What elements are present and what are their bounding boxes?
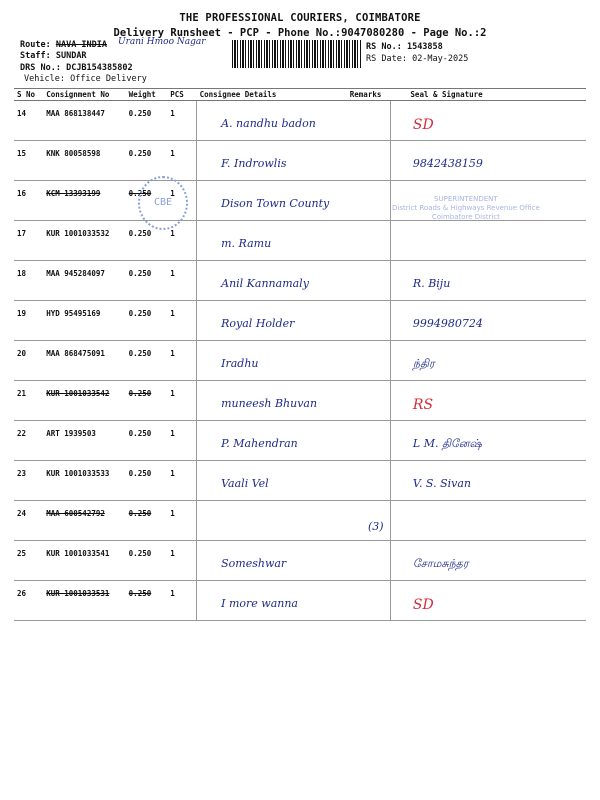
row-seal	[390, 541, 586, 581]
row-consignment-text: KUR 1001033541	[46, 549, 110, 558]
table-row	[14, 301, 586, 341]
row-consignee-text: F. Indrowlis	[221, 157, 287, 170]
row-seal-text: L M. தினேஷ்	[412, 437, 482, 450]
table-row	[14, 341, 586, 381]
row-consignment	[43, 221, 125, 261]
row-seal-text: சோமசுந்தர	[412, 557, 469, 570]
row-consignee	[197, 181, 347, 221]
row-remarks	[347, 101, 391, 141]
row-pcs-text: 1	[170, 469, 175, 478]
row-consignment	[43, 581, 125, 621]
row-pcs-text: 1	[170, 149, 175, 158]
row-remarks	[347, 381, 391, 421]
row-sno	[14, 581, 43, 621]
row-pcs-text: 1	[170, 549, 175, 558]
rs-no-label: RS No.:	[366, 42, 402, 52]
row-weight	[126, 541, 168, 581]
row-sno	[14, 381, 43, 421]
row-sno-text: 26	[17, 589, 27, 598]
table-row	[14, 461, 586, 501]
row-consignee	[197, 341, 347, 381]
row-remarks	[347, 341, 391, 381]
table-row	[14, 221, 586, 261]
row-weight-text: 0.250	[128, 349, 152, 358]
row-weight-text: 0.250	[128, 189, 152, 198]
row-weight-text: 0.250	[128, 429, 152, 438]
row-weight	[126, 301, 168, 341]
row-seal-text: SD	[412, 117, 434, 133]
row-consignee	[197, 101, 347, 141]
row-consignee	[197, 541, 347, 581]
row-pcs-text: 1	[170, 109, 175, 118]
company-title: THE PROFESSIONAL COURIERS, COIMBATORE	[179, 12, 421, 24]
row-pcs	[167, 101, 196, 141]
row-weight-text: 0.250	[128, 469, 152, 478]
stamp-line-3: Coimbatore District	[431, 213, 500, 221]
row-seal	[390, 221, 586, 261]
row-weight	[126, 101, 168, 141]
row-consignment	[43, 541, 125, 581]
row-remarks	[347, 261, 391, 301]
row-weight-text: 0.250	[128, 229, 152, 238]
row-pcs	[167, 581, 196, 621]
row-consignee	[197, 261, 347, 301]
row-sno	[14, 141, 43, 181]
row-consignment-text: MAA 868475091	[46, 349, 105, 358]
row-seal	[390, 301, 586, 341]
row-pcs-text: 1	[170, 269, 175, 278]
row-sno-text: 24	[17, 509, 27, 518]
row-pcs	[167, 501, 196, 541]
row-consignment	[43, 421, 125, 461]
row-consignee	[197, 301, 347, 341]
rs-date-line	[366, 54, 468, 64]
drs-line	[20, 63, 133, 73]
row-consignment-text: KCM 13393199	[46, 189, 101, 198]
table-header-row	[14, 89, 586, 101]
row-weight-text: 0.250	[128, 109, 152, 118]
col-remarks: Remarks	[347, 89, 391, 101]
col-sno: S No	[14, 89, 43, 101]
stamp-line-1: SUPERINTENDENT	[434, 195, 498, 203]
row-sno-text: 19	[17, 309, 27, 318]
row-consignee-text: Someshwar	[221, 557, 287, 570]
row-consignee	[197, 461, 347, 501]
row-weight-text: 0.250	[128, 549, 152, 558]
col-consignment: Consignment No	[43, 89, 125, 101]
row-sno-text: 18	[17, 269, 27, 278]
row-weight-text: 0.250	[128, 389, 152, 398]
row-sno-text: 23	[17, 469, 27, 478]
row-sno-text: 15	[17, 149, 27, 158]
row-pcs	[167, 261, 196, 301]
row-pcs	[167, 141, 196, 181]
row-consignee-text: P. Mahendran	[221, 437, 298, 450]
row-weight-text: 0.250	[128, 269, 152, 278]
row-pcs	[167, 461, 196, 501]
row-remarks	[347, 581, 391, 621]
row-pcs	[167, 301, 196, 341]
row-weight	[126, 501, 168, 541]
route-handwritten: Urani Hmoo Nagar	[118, 37, 206, 47]
drs-value: DCJB154385802	[66, 63, 133, 73]
row-consignment-text: ART 1939503	[46, 429, 96, 438]
row-remarks	[347, 141, 391, 181]
row-seal	[390, 421, 586, 461]
row-consignee-text: Iradhu	[221, 357, 259, 370]
staff-label: Staff:	[20, 51, 51, 61]
route-line	[20, 40, 107, 50]
row-sno	[14, 541, 43, 581]
row-consignee-text: Dison Town County	[221, 197, 330, 210]
row-seal	[390, 461, 586, 501]
runsheet-subtitle: Delivery Runsheet - PCP - Phone No.:9047080280 - Page No.:2	[113, 27, 487, 39]
row-sno-text: 20	[17, 349, 27, 358]
row-weight	[126, 581, 168, 621]
row-pcs-text: 1	[170, 189, 175, 198]
table-row	[14, 541, 586, 581]
vehicle-label: Vehicle:	[24, 74, 65, 84]
row-sno-text: 16	[17, 189, 27, 198]
row-weight	[126, 381, 168, 421]
row-seal	[390, 101, 586, 141]
row-pcs	[167, 421, 196, 461]
row-sno-text: 25	[17, 549, 27, 558]
row-pcs	[167, 341, 196, 381]
row-seal	[390, 581, 586, 621]
drs-label: DRS No.:	[20, 63, 61, 73]
row-sno	[14, 181, 43, 221]
route-label: Route:	[20, 40, 51, 50]
rs-date-value: 02-May-2025	[412, 54, 469, 64]
row-remarks	[347, 421, 391, 461]
row-consignment	[43, 181, 125, 221]
row-consignee	[197, 421, 347, 461]
row-seal	[390, 341, 586, 381]
row-remarks	[347, 181, 391, 221]
staff-line	[20, 51, 87, 61]
row-weight	[126, 341, 168, 381]
row-seal	[390, 261, 586, 301]
row-seal-text: 9994980724	[412, 317, 483, 330]
row-pcs-text: 1	[170, 509, 175, 518]
rs-no-line	[366, 42, 443, 52]
row-remarks	[347, 301, 391, 341]
office-stamp	[392, 195, 540, 222]
row-remarks	[347, 461, 391, 501]
row-sno-text: 14	[17, 109, 27, 118]
row-consignment	[43, 141, 125, 181]
row-weight-text: 0.250	[128, 149, 152, 158]
row-consignee-text: I more wanna	[221, 597, 298, 610]
table-row	[14, 581, 586, 621]
row-pcs	[167, 541, 196, 581]
col-pcs: PCS	[167, 89, 196, 101]
row-remarks	[347, 541, 391, 581]
table-row	[14, 421, 586, 461]
row-consignee-text: Vaali Vel	[221, 477, 269, 490]
row-pcs-text: 1	[170, 309, 175, 318]
staff-value: SUNDAR	[55, 51, 87, 61]
row-weight-text: 0.250	[128, 309, 152, 318]
rs-date-label: RS Date:	[366, 54, 407, 64]
row-seal-text: V. S. Sivan	[412, 477, 471, 490]
row-consignee	[197, 381, 347, 421]
table-row	[14, 501, 586, 541]
row-sno-text: 21	[17, 389, 27, 398]
vehicle-line	[24, 74, 147, 84]
row-pcs-text: 1	[170, 589, 175, 598]
row-consignment	[43, 341, 125, 381]
row-consignee-text: m. Ramu	[221, 237, 272, 250]
row-consignment	[43, 301, 125, 341]
row-consignment	[43, 501, 125, 541]
route-value: NAVA INDIA	[55, 40, 108, 50]
row-seal	[390, 381, 586, 421]
row-seal	[390, 141, 586, 181]
row-sno	[14, 101, 43, 141]
row-sno-text: 22	[17, 429, 27, 438]
row-pcs-text: 1	[170, 229, 175, 238]
row-seal-text: 9842438159	[412, 157, 483, 170]
row-consignee-text: Anil Kannamaly	[221, 277, 309, 290]
row-seal	[390, 501, 586, 541]
row-consignee	[197, 141, 347, 181]
row-weight	[126, 261, 168, 301]
row-consignment-text: MAA 600542792	[46, 509, 105, 518]
row-weight	[126, 141, 168, 181]
row-weight	[126, 461, 168, 501]
table-row	[14, 381, 586, 421]
row-seal-text: RS	[412, 397, 434, 413]
cbe-stamp: CBE	[138, 176, 188, 230]
row-seal-text: R. Biju	[412, 277, 451, 290]
row-seal-text: SD	[412, 597, 434, 613]
row-pcs-text: 1	[170, 349, 175, 358]
margin-mark: (3)	[368, 520, 384, 533]
row-consignee-text: Royal Holder	[221, 317, 295, 330]
row-consignment	[43, 381, 125, 421]
row-consignee-text: muneesh Bhuvan	[221, 397, 318, 410]
row-pcs	[167, 381, 196, 421]
row-sno-text: 17	[17, 229, 27, 238]
row-consignment-text: KUR 1001033542	[46, 389, 110, 398]
table-row	[14, 261, 586, 301]
col-weight: Weight	[126, 89, 168, 101]
row-sno	[14, 501, 43, 541]
row-consignment-text: KUR 1001033531	[46, 589, 110, 598]
row-weight	[126, 421, 168, 461]
row-sno	[14, 301, 43, 341]
row-consignment-text: MAA 868138447	[46, 109, 105, 118]
row-pcs-text: 1	[170, 389, 175, 398]
barcode	[232, 40, 362, 68]
row-weight-text: 0.250	[128, 509, 152, 518]
row-consignment-text: KUR 1001033532	[46, 229, 110, 238]
stamp-line-2: District Roads & Highways Revenue Office	[392, 204, 540, 212]
table-row	[14, 101, 586, 141]
row-pcs-text: 1	[170, 429, 175, 438]
row-consignee	[197, 221, 347, 261]
row-sno	[14, 221, 43, 261]
row-sno	[14, 261, 43, 301]
row-sno	[14, 341, 43, 381]
row-consignment-text: HYD 95495169	[46, 309, 101, 318]
rs-no-value: 1543858	[406, 42, 443, 52]
row-consignment-text: KNK 80058598	[46, 149, 101, 158]
row-consignee	[197, 581, 347, 621]
runsheet-table	[14, 88, 586, 621]
row-sno	[14, 461, 43, 501]
row-seal-text: ந்திர	[412, 357, 435, 370]
table-row	[14, 141, 586, 181]
row-consignee	[197, 501, 347, 541]
row-consignment	[43, 461, 125, 501]
row-consignment-text: MAA 945284097	[46, 269, 105, 278]
col-consignee: Consignee Details	[197, 89, 347, 101]
row-consignment	[43, 261, 125, 301]
row-sno	[14, 421, 43, 461]
row-consignment-text: KUR 1001033533	[46, 469, 110, 478]
row-weight-text: 0.250	[128, 589, 152, 598]
row-consignee-text: A. nandhu badon	[221, 117, 316, 130]
col-seal: Seal & Signature	[390, 89, 586, 101]
vehicle-value: Office Delivery	[70, 74, 147, 84]
row-remarks	[347, 221, 391, 261]
row-consignment	[43, 101, 125, 141]
